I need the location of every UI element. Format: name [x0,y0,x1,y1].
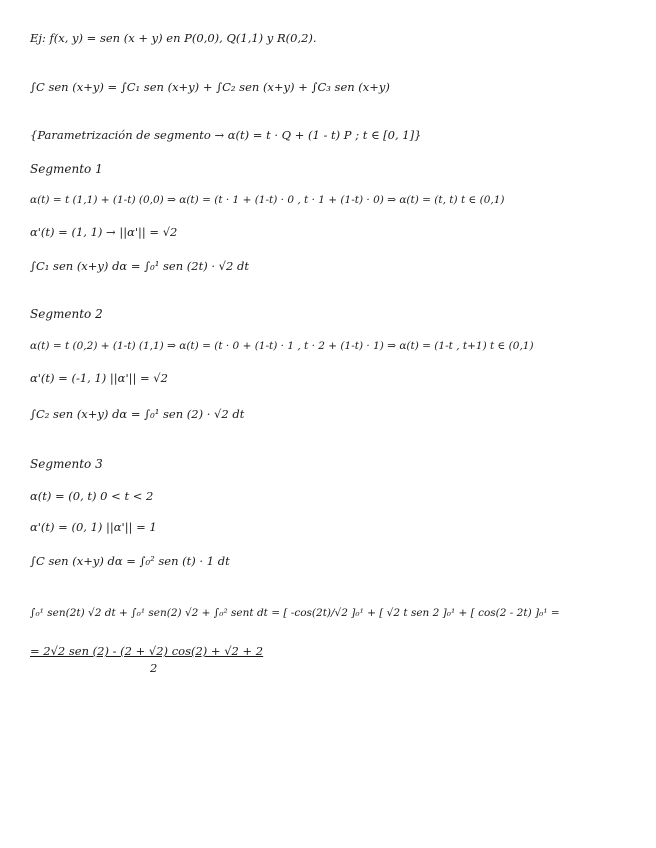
segment-3-heading: Segmento 3 [30,457,103,471]
line-integral-split: ∫C sen (x+y) = ∫C₁ sen (x+y) + ∫C₂ sen (x+y) + ∫C₃ sen (x+y) [30,80,390,94]
segment-1-integral: ∫C₁ sen (x+y) dα = ∫₀¹ sen (2t) · √2 dt [30,259,249,273]
segment-2-heading: Segmento 2 [30,307,103,321]
segment-parametrization-note: {Parametrización de segmento → α(t) = t · Q + (1 - t) P ; t ∈ [0, 1]} [30,128,422,142]
combined-integrals: ∫₀¹ sen(2t) √2 dt + ∫₀¹ sen(2) √2 + ∫₀² sent dt = [ -cos(2t)/√2 ]₀¹ + [ √2 t sen 2 ]₀¹ + [ cos(2 - 2t) ]₀¹ = [30,607,560,619]
final-result-denominator: 2 [150,661,158,675]
segment-1-param: α(t) = t (1,1) + (1-t) (0,0) ⇒ α(t) = (t · 1 + (1-t) · 0 , t · 1 + (1-t) · 0) ⇒ α(t) = (t, t) t ∈ (0,1) [30,194,505,206]
segment-3-param: α(t) = (0, t) 0 < t < 2 [30,489,154,503]
segment-3-integral: ∫C sen (x+y) dα = ∫₀² sen (t) · 1 dt [30,554,230,568]
final-result-numerator: = 2√2 sen (2) - (2 + √2) cos(2) + √2 + 2 [30,644,264,658]
segment-3-derivative: α'(t) = (0, 1) ||α'|| = 1 [30,520,157,534]
exercise-statement: Ej: f(x, y) = sen (x + y) en P(0,0), Q(1,1) y R(0,2). [30,31,317,45]
segment-2-param: α(t) = t (0,2) + (1-t) (1,1) ⇒ α(t) = (t · 0 + (1-t) · 1 , t · 2 + (1-t) · 1) ⇒ α(t) = (1-t , t+1) t ∈ (0,1) [30,340,534,352]
segment-1-heading: Segmento 1 [30,162,103,176]
segment-2-integral: ∫C₂ sen (x+y) dα = ∫₀¹ sen (2) · √2 dt [30,407,245,421]
segment-2-derivative: α'(t) = (-1, 1) ||α'|| = √2 [30,371,168,385]
segment-1-derivative: α'(t) = (1, 1) → ||α'|| = √2 [30,225,178,239]
